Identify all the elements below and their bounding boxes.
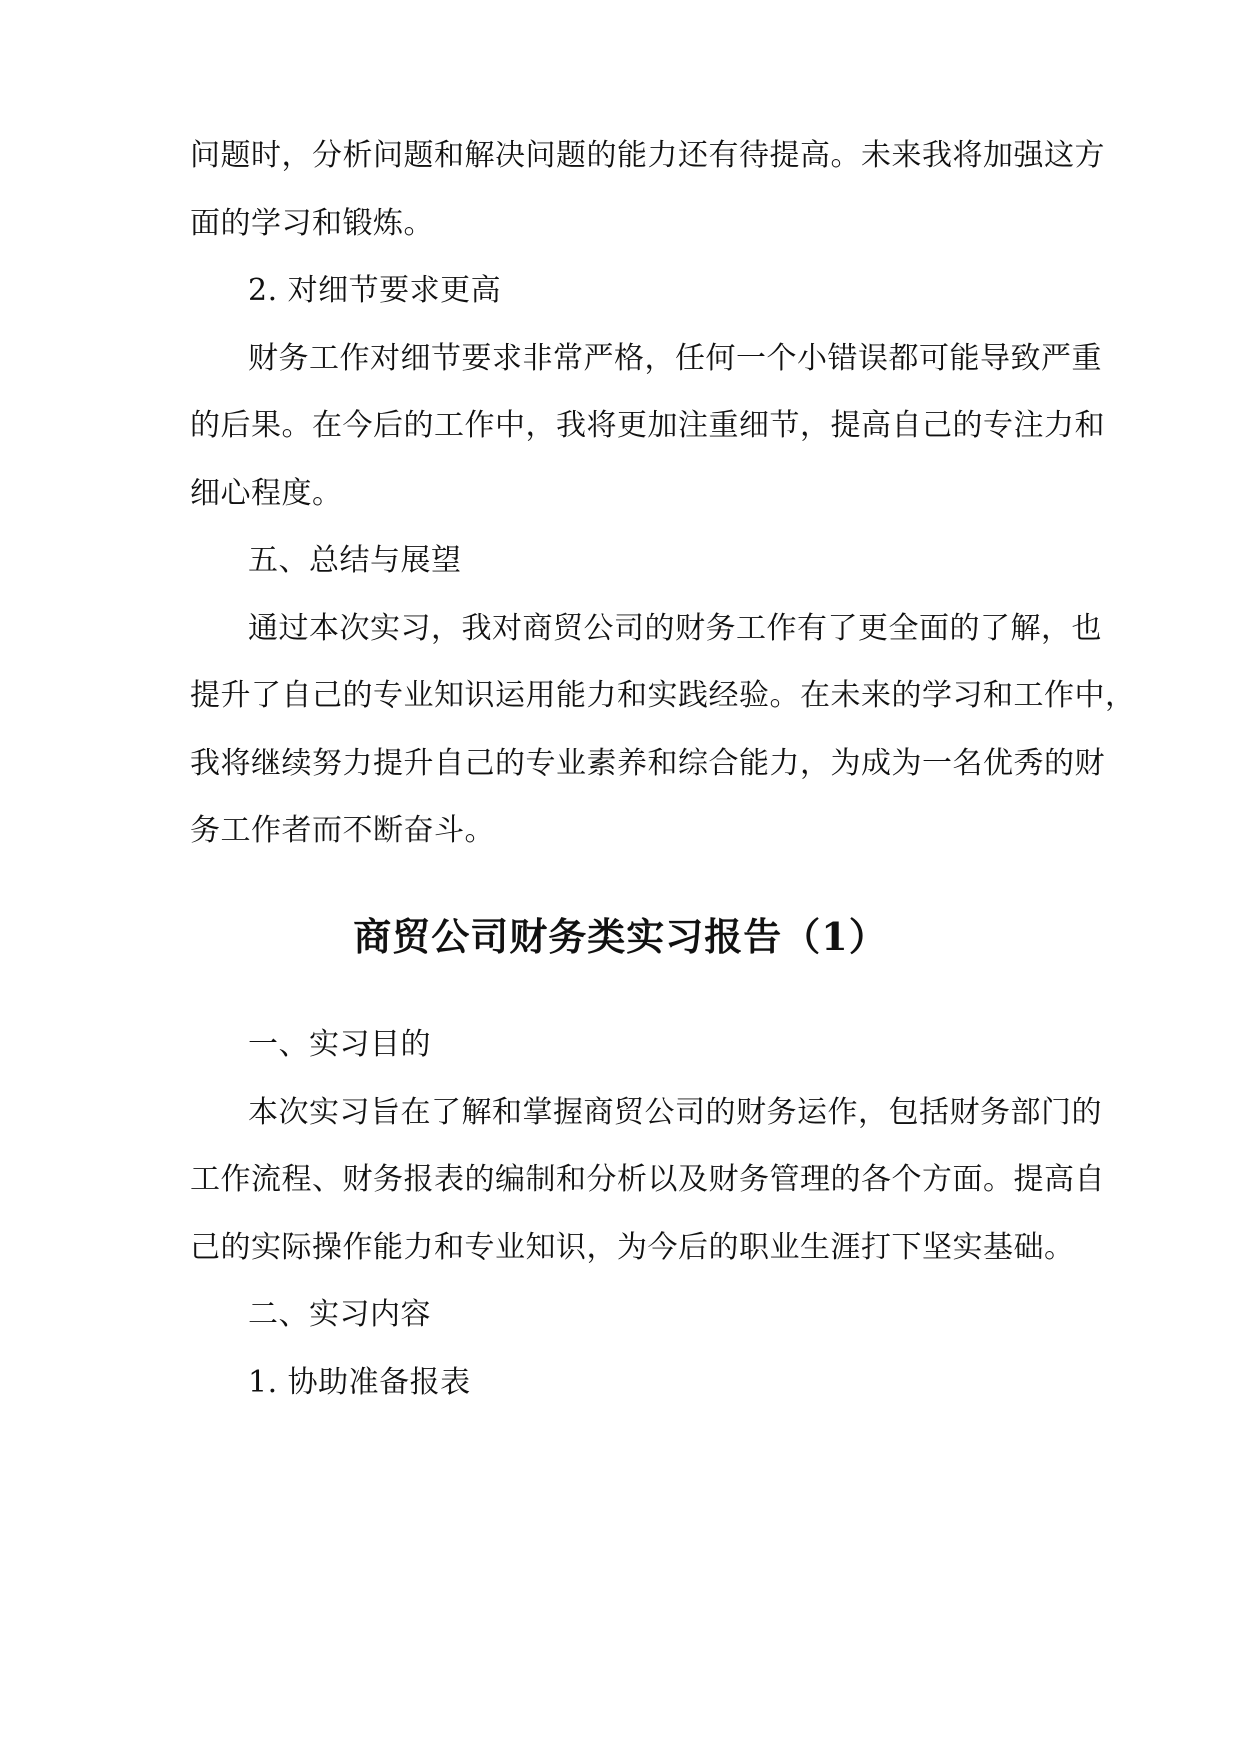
paragraph-line: 细心程度。: [190, 476, 343, 511]
paragraph-line: 财务工作对细节要求非常严格，任何一个小错误都可能导致严重: [248, 341, 1102, 376]
paragraph-line: 务工作者而不断奋斗。: [190, 813, 495, 848]
paragraph-line: 我将继续努力提升自己的专业素养和综合能力，为成为一名优秀的财: [190, 746, 1105, 781]
paragraph-line: 的后果。在今后的工作中，我将更加注重细节，提高自己的专注力和: [190, 408, 1105, 443]
paragraph-line: 通过本次实习，我对商贸公司的财务工作有了更全面的了解，也: [248, 611, 1102, 646]
paragraph-line: 己的实际操作能力和专业知识，为今后的职业生涯打下坚实基础。: [190, 1230, 1075, 1265]
report-title: 商贸公司财务类实习报告（1）: [353, 914, 888, 959]
list-item-heading: 1. 协助准备报表: [248, 1365, 471, 1400]
paragraph-line: 工作流程、财务报表的编制和分析以及财务管理的各个方面。提高自: [190, 1162, 1105, 1197]
paragraph-line: 本次实习旨在了解和掌握商贸公司的财务运作，包括财务部门的: [248, 1095, 1102, 1130]
section-heading: 五、总结与展望: [248, 543, 462, 578]
list-item-heading: 2. 对细节要求更高: [248, 273, 502, 308]
section-heading: 二、实习内容: [248, 1297, 431, 1332]
section-heading: 一、实习目的: [248, 1027, 431, 1062]
paragraph-line: 提升了自己的专业知识运用能力和实践经验。在未来的学习和工作中，: [190, 678, 1136, 713]
paragraph-line: 问题时，分析问题和解决问题的能力还有待提高。未来我将加强这方: [190, 138, 1105, 173]
paragraph-line: 面的学习和锻炼。: [190, 206, 434, 241]
